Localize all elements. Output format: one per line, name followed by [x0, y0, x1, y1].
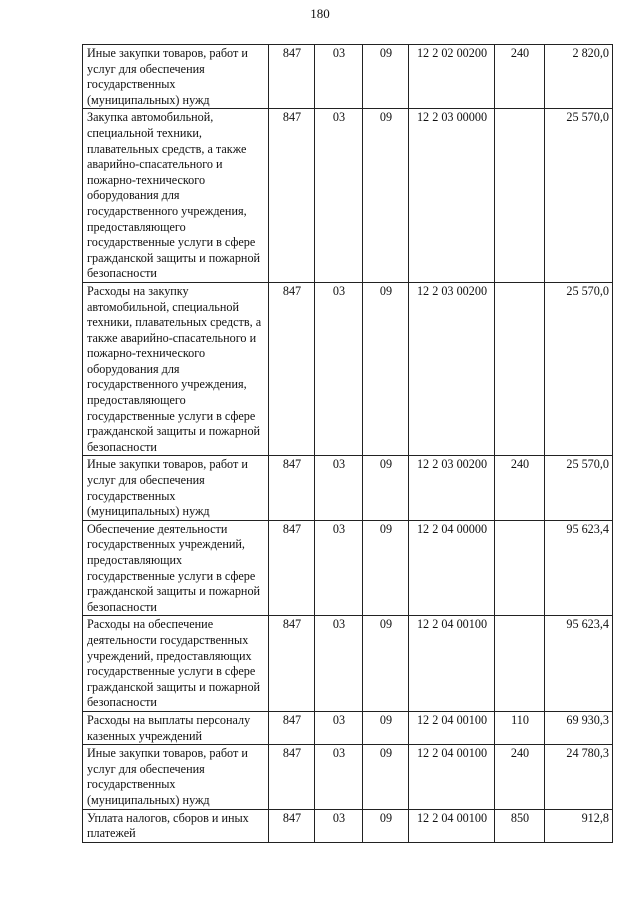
amount-cell: 25 570,0	[545, 282, 613, 456]
amount-cell: 24 780,3	[545, 745, 613, 809]
subsection-code-cell: 09	[363, 282, 409, 456]
amount-cell: 95 623,4	[545, 616, 613, 712]
target-article-cell: 12 2 04 00100	[409, 711, 495, 744]
section-code-cell: 03	[315, 809, 363, 842]
expense-type-cell: 850	[495, 809, 545, 842]
amount-cell: 912,8	[545, 809, 613, 842]
row-name-cell: Расходы на обеспечение деятельности государственных учреждений, предоставляющих государственные услуги в сфере гражданской защиты и пожарной безопасности	[83, 616, 269, 712]
expense-type-cell: 240	[495, 45, 545, 109]
expense-type-cell	[495, 616, 545, 712]
table-row	[83, 109, 613, 283]
row-name-cell: Иные закупки товаров, работ и услуг для обеспечения государственных (муниципальных) нужд	[83, 456, 269, 520]
target-article-cell: 12 2 04 00100	[409, 745, 495, 809]
subsection-code-cell: 09	[363, 616, 409, 712]
ministry-code-cell: 847	[269, 616, 315, 712]
page-number: 180	[310, 6, 330, 21]
ministry-code-cell: 847	[269, 745, 315, 809]
table-row	[83, 711, 613, 744]
table-row	[83, 520, 613, 616]
target-article-cell: 12 2 04 00000	[409, 520, 495, 616]
section-code-cell: 03	[315, 520, 363, 616]
ministry-code-cell: 847	[269, 711, 315, 744]
target-article-cell: 12 2 03 00200	[409, 282, 495, 456]
section-code-cell: 03	[315, 109, 363, 283]
amount-cell: 69 930,3	[545, 711, 613, 744]
row-name-cell: Обеспечение деятельности государственных учреждений, предоставляющих государственные услуги в сфере гражданской защиты и пожарной безопасности	[83, 520, 269, 616]
subsection-code-cell: 09	[363, 520, 409, 616]
table-row	[83, 282, 613, 456]
amount-cell: 25 570,0	[545, 456, 613, 520]
ministry-code-cell: 847	[269, 45, 315, 109]
ministry-code-cell: 847	[269, 109, 315, 283]
expense-type-cell	[495, 109, 545, 283]
target-article-cell: 12 2 04 00100	[409, 616, 495, 712]
ministry-code-cell: 847	[269, 520, 315, 616]
table-row	[83, 45, 613, 109]
row-name-cell: Иные закупки товаров, работ и услуг для обеспечения государственных (муниципальных) нужд	[83, 745, 269, 809]
subsection-code-cell: 09	[363, 809, 409, 842]
amount-cell: 2 820,0	[545, 45, 613, 109]
table-row	[83, 616, 613, 712]
subsection-code-cell: 09	[363, 711, 409, 744]
section-code-cell: 03	[315, 45, 363, 109]
section-code-cell: 03	[315, 282, 363, 456]
row-name-cell: Уплата налогов, сборов и иных платежей	[83, 809, 269, 842]
ministry-code-cell: 847	[269, 456, 315, 520]
budget-table	[82, 44, 613, 843]
table-row	[83, 809, 613, 842]
target-article-cell: 12 2 04 00100	[409, 809, 495, 842]
amount-cell: 25 570,0	[545, 109, 613, 283]
table-row	[83, 456, 613, 520]
subsection-code-cell: 09	[363, 745, 409, 809]
row-name-cell: Расходы на выплаты персоналу казенных учреждений	[83, 711, 269, 744]
section-code-cell: 03	[315, 711, 363, 744]
expense-type-cell	[495, 282, 545, 456]
target-article-cell: 12 2 03 00200	[409, 456, 495, 520]
ministry-code-cell: 847	[269, 809, 315, 842]
subsection-code-cell: 09	[363, 109, 409, 283]
row-name-cell: Закупка автомобильной, специальной техники, плавательных средств, а также аварийно-спасательного и пожарно-технического оборудования для государственного учреждения, предоставляющего государственные услуги в сфере гражданской защиты и пожарной безопасности	[83, 109, 269, 283]
expense-type-cell: 240	[495, 456, 545, 520]
target-article-cell: 12 2 02 00200	[409, 45, 495, 109]
table-row	[83, 745, 613, 809]
row-name-cell: Иные закупки товаров, работ и услуг для обеспечения государственных (муниципальных) нужд	[83, 45, 269, 109]
subsection-code-cell: 09	[363, 456, 409, 520]
expense-type-cell: 240	[495, 745, 545, 809]
target-article-cell: 12 2 03 00000	[409, 109, 495, 283]
subsection-code-cell: 09	[363, 45, 409, 109]
section-code-cell: 03	[315, 456, 363, 520]
amount-cell: 95 623,4	[545, 520, 613, 616]
expense-type-cell	[495, 520, 545, 616]
expense-type-cell: 110	[495, 711, 545, 744]
section-code-cell: 03	[315, 616, 363, 712]
ministry-code-cell: 847	[269, 282, 315, 456]
row-name-cell: Расходы на закупку автомобильной, специальной техники, плавательных средств, а также аварийно-спасательного и пожарно-технического оборудования для государственного учреждения, предоставляющего государственные услуги в сфере гражданской защиты и пожарной безопасности	[83, 282, 269, 456]
section-code-cell: 03	[315, 745, 363, 809]
budget-table-body	[83, 45, 613, 843]
